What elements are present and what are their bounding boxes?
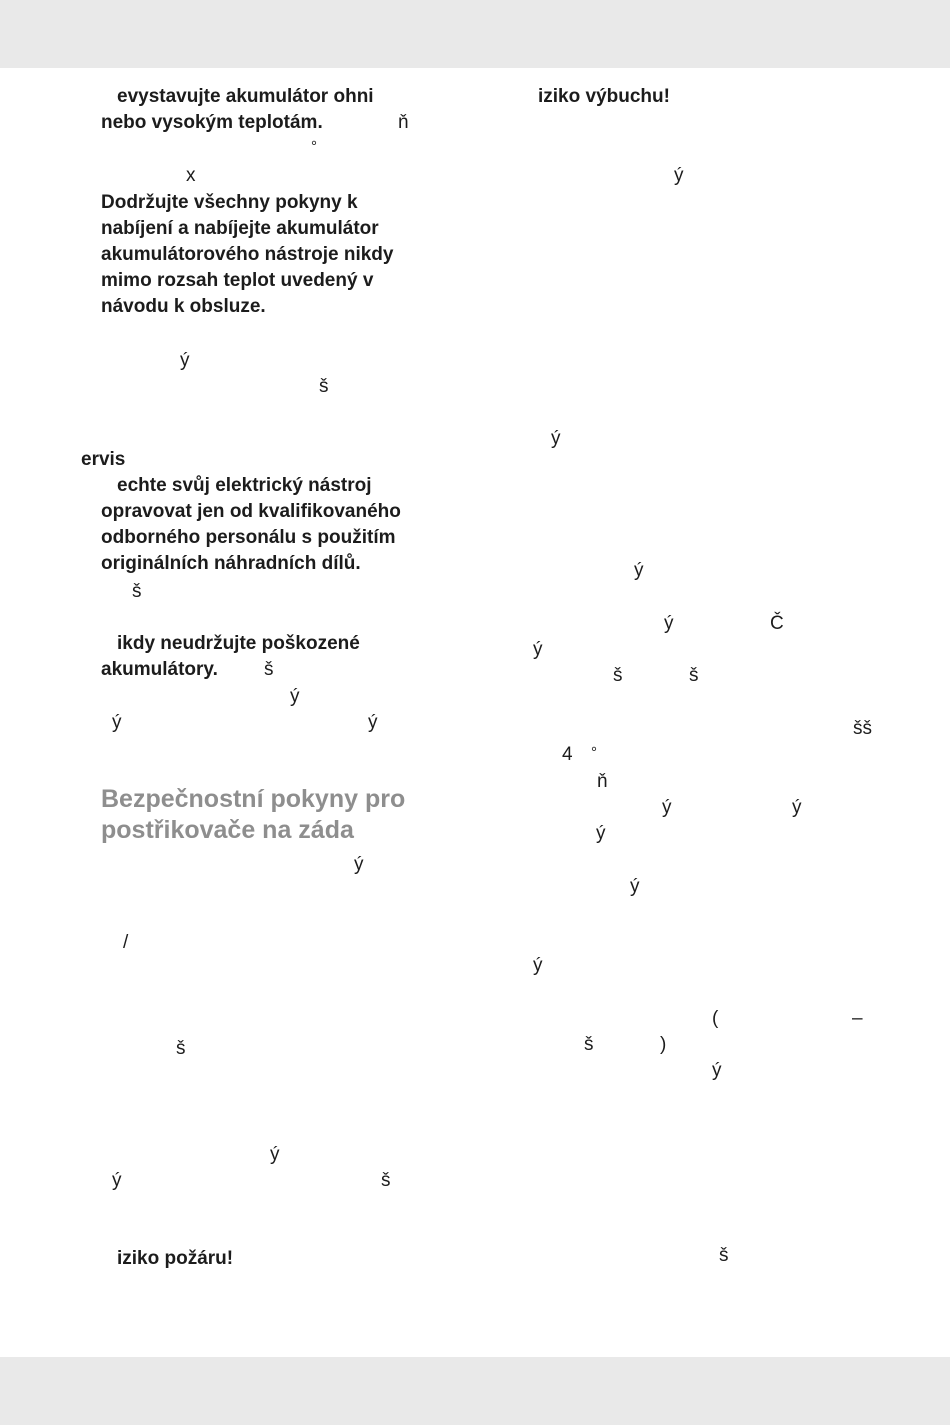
text-fragment: š xyxy=(719,1245,729,1266)
text-fragment: ý xyxy=(180,350,190,371)
text-fragment: š xyxy=(176,1038,186,1059)
header-band xyxy=(0,0,950,68)
service-line-1: echte svůj elektrický nástroj xyxy=(117,475,372,496)
section-title-line-2: postřikovače na záda xyxy=(101,816,354,844)
charging-instruction-line-2: nabíjení a nabíjejte akumulátor xyxy=(101,218,379,239)
text-fragment: Č xyxy=(770,613,784,634)
text-fragment: ý xyxy=(533,639,543,660)
footer-band xyxy=(0,1357,950,1425)
text-fragment: 4 xyxy=(562,744,573,765)
text-fragment: ý xyxy=(290,686,300,707)
text-fragment: š xyxy=(381,1170,391,1191)
service-line-4: originálních náhradních dílů. xyxy=(101,553,361,574)
damaged-battery-line-2: akumulátory. xyxy=(101,659,218,680)
service-heading: ervis xyxy=(81,449,126,470)
text-fragment: ý xyxy=(596,823,606,844)
text-fragment: š xyxy=(264,659,274,680)
text-fragment: ° xyxy=(311,138,317,155)
text-fragment: ý xyxy=(674,165,684,186)
text-fragment: ( xyxy=(712,1008,719,1029)
text-fragment: š xyxy=(689,665,699,686)
fire-warning-line-2: nebo vysokým teplotám. xyxy=(101,112,323,133)
text-fragment: ý xyxy=(368,712,378,733)
text-fragment: š xyxy=(132,581,142,602)
section-title-line-1: Bezpečnostní pokyny pro xyxy=(101,785,406,813)
text-fragment: ň xyxy=(398,112,409,133)
damaged-battery-line-1: ikdy neudržujte poškozené xyxy=(117,633,360,654)
text-fragment: ý xyxy=(270,1144,280,1165)
text-fragment: – xyxy=(852,1008,863,1029)
text-fragment: š xyxy=(613,665,623,686)
text-fragment: ý xyxy=(792,797,802,818)
service-line-3: odborného personálu s použitím xyxy=(101,527,396,548)
fire-warning-line-1: evystavujte akumulátor ohni xyxy=(117,86,374,107)
text-fragment: š xyxy=(584,1034,594,1055)
charging-instruction-line-4: mimo rozsah teplot uvedený v xyxy=(101,270,374,291)
text-fragment: šš xyxy=(853,718,872,739)
charging-instruction-line-1: Dodržujte všechny pokyny k xyxy=(101,192,358,213)
text-fragment: ň xyxy=(597,771,608,792)
text-fragment: / xyxy=(123,932,129,953)
text-fragment: š xyxy=(319,376,329,397)
text-fragment: ý xyxy=(551,428,561,449)
text-fragment: ý xyxy=(634,560,644,581)
service-line-2: opravovat jen od kvalifikovaného xyxy=(101,501,401,522)
text-fragment: ý xyxy=(112,1170,122,1191)
charging-instruction-line-5: návodu k obsluze. xyxy=(101,296,266,317)
text-fragment: ý xyxy=(533,955,543,976)
text-fragment: x xyxy=(186,165,196,186)
text-fragment: ) xyxy=(660,1034,667,1055)
text-fragment: ý xyxy=(112,712,122,733)
fire-risk-warning: iziko požáru! xyxy=(117,1248,234,1269)
text-fragment: ý xyxy=(630,876,640,897)
charging-instruction-line-3: akumulátorového nástroje nikdy xyxy=(101,244,394,265)
explosion-risk-warning: iziko výbuchu! xyxy=(538,86,670,107)
text-fragment: ° xyxy=(591,744,597,761)
text-fragment: ý xyxy=(662,797,672,818)
text-fragment: ý xyxy=(664,613,674,634)
text-fragment: ý xyxy=(712,1060,722,1081)
text-fragment: ý xyxy=(354,854,364,875)
